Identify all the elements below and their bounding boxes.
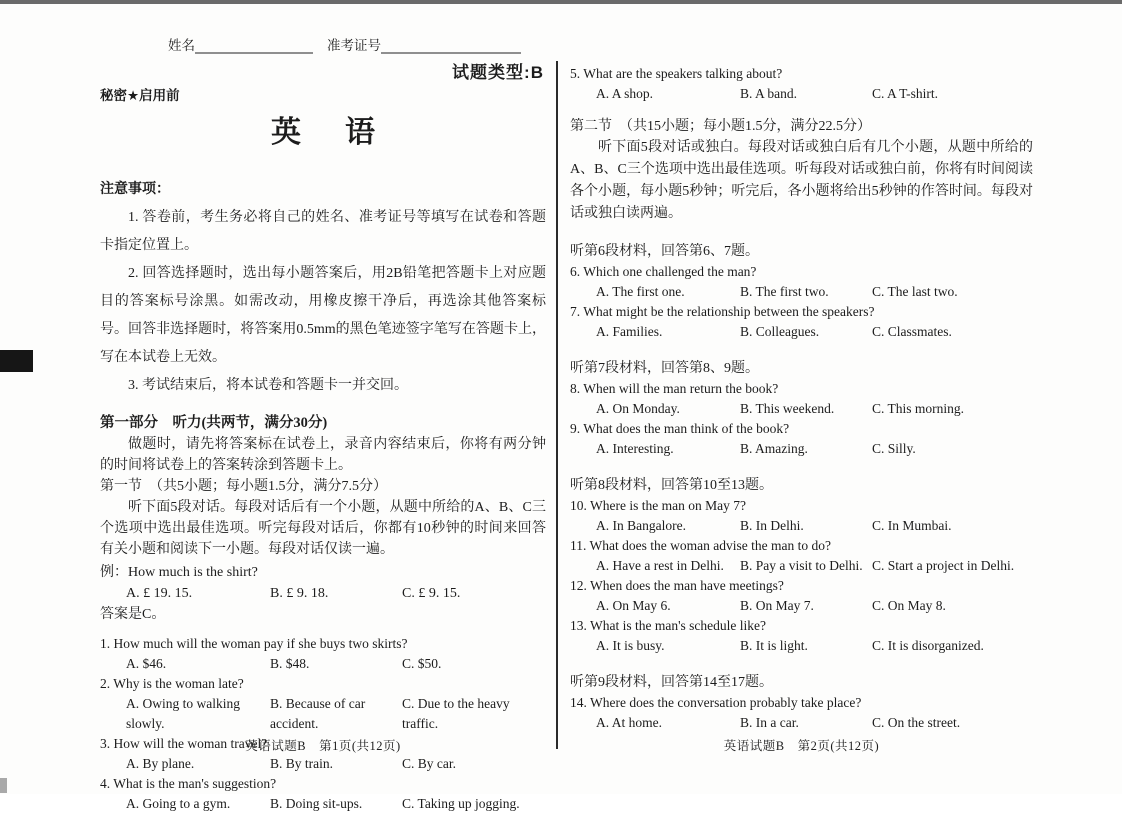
note-item-2: 2. 回答选择题时，选出每小题答案后，用2B铅笔把答题卡上对应题目的答案标号涂黑。如需改动，用橡皮擦干净后，再选涂其他答案标号。回答非选择题时，将答案用0.5mm的黑色笔迹签字笔写在答题卡上，写在本试卷上无效。 xyxy=(100,266,546,365)
option-b: B. A band. xyxy=(740,86,798,101)
question-options xyxy=(570,636,1033,656)
option-a: A. Going to a gym. xyxy=(126,796,231,811)
note-item-3: 3. 考试结束后，将本试卷和答题卡一并交回。 xyxy=(128,378,408,393)
question-options xyxy=(100,794,546,814)
option-c: C. Taking up jogging. xyxy=(402,796,520,811)
example-options xyxy=(100,584,546,604)
question-options xyxy=(570,399,1033,419)
option-a: A. Families. xyxy=(596,324,663,339)
material-8-instruction: 听第8段材料，回答第10至13题。 xyxy=(570,478,773,493)
question-stem: 7. What might be the relationship between the speakers? xyxy=(570,304,875,319)
option-b: B. In a car. xyxy=(740,715,799,730)
question-stem: 13. What is the man's schedule like? xyxy=(570,618,767,633)
question-options xyxy=(100,694,546,734)
material-9-group xyxy=(570,673,1033,733)
admission-number-label: 准考证号 xyxy=(327,38,381,53)
option-b: B. It is light. xyxy=(740,638,808,653)
material-6-instruction: 听第6段材料，回答第6、7题。 xyxy=(570,244,759,259)
material-9-instruction: 听第9段材料，回答第14至17题。 xyxy=(570,675,773,690)
question-stem: 9. What does the man think of the book? xyxy=(570,421,790,436)
option-a: A. Interesting. xyxy=(596,441,674,456)
option-c: C. It is disorganized. xyxy=(872,638,984,653)
example-answer: 答案是C。 xyxy=(100,607,166,622)
section2-intro: 听下面5段对话或独白。每段对话或独白后有几个小题，从题中所给的A、B、C三个选项中选出最佳选项。听每段对话或独白前，你将有时间阅读各个小题，每小题5秒钟；听完后，各小题将给出5秒钟的作答时间。每段对话或独白读两遍。 xyxy=(570,140,1033,221)
name-field xyxy=(168,34,313,54)
paper-type-label: 试题类型:B xyxy=(452,63,544,82)
page2-footer: 英语试题B 第2页(共12页) xyxy=(723,739,880,753)
question-12 xyxy=(570,576,1033,616)
option-a: A. $46. xyxy=(126,656,167,671)
question-stem: 8. When will the man return the book? xyxy=(570,381,779,396)
question-options xyxy=(570,439,1033,459)
question-stem: 3. How will the woman travel? xyxy=(100,736,268,751)
question-4 xyxy=(100,774,546,814)
option-a: A. A shop. xyxy=(596,86,654,101)
question-stem: 12. When does the man have meetings? xyxy=(570,578,784,593)
option-a: A. At home. xyxy=(596,715,662,730)
option-b: B. Pay a visit to Delhi. xyxy=(740,558,863,573)
admission-number-field xyxy=(327,34,521,54)
option-b: B. Because of car accident. xyxy=(270,696,366,731)
page-divider-line xyxy=(556,61,558,749)
option-b: B. On May 7. xyxy=(740,598,814,613)
notes-heading: 注意事项： xyxy=(100,182,170,197)
option-c: C. Silly. xyxy=(872,441,916,456)
option-a: A. In Bangalore. xyxy=(596,518,686,533)
option-a: A. It is busy. xyxy=(596,638,665,653)
material-6-group xyxy=(570,242,1033,342)
question-options xyxy=(570,596,1033,616)
option-b: B. Doing sit-ups. xyxy=(270,796,363,811)
question-stem: 1. How much will the woman pay if she buys two skirts? xyxy=(100,636,408,651)
material-8-group xyxy=(570,476,1033,656)
option-a: A. Owing to walking slowly. xyxy=(126,696,240,731)
question-8 xyxy=(570,379,1033,419)
material-7-instruction: 听第7段材料，回答第8、9题。 xyxy=(570,361,759,376)
part1-intro: 做题时，请先将答案标在试卷上，录音内容结束后，你将有两分钟的时间将试卷上的答案转涂到答题卡上。 xyxy=(100,437,546,473)
option-b: B. Amazing. xyxy=(740,441,808,456)
question-options xyxy=(100,754,546,774)
exam-title: 英语 xyxy=(271,116,419,149)
option-a: A. On Monday. xyxy=(596,401,680,416)
question-5 xyxy=(570,64,1033,104)
option-c: C. Start a project in Delhi. xyxy=(872,558,1015,573)
option-c: C. On May 8. xyxy=(872,598,946,613)
question-6 xyxy=(570,262,1033,302)
option-b: B. This weekend. xyxy=(740,401,835,416)
option-c: C. Classmates. xyxy=(872,324,952,339)
admission-number-blank-line xyxy=(381,39,521,54)
exam-page-2 xyxy=(570,0,1033,794)
option-a: A. The first one. xyxy=(596,284,685,299)
question-options xyxy=(570,713,1033,733)
option-c: C. This morning. xyxy=(872,401,965,416)
option-c: C. On the street. xyxy=(872,715,961,730)
question-13 xyxy=(570,616,1033,656)
question-7 xyxy=(570,302,1033,342)
option-c: C. Due to the heavy traffic. xyxy=(402,696,510,731)
question-1 xyxy=(100,634,546,674)
question-stem: 5. What are the speakers talking about? xyxy=(570,66,783,81)
question-options xyxy=(570,84,1033,104)
option-a: A. By plane. xyxy=(126,756,195,771)
option-b: B. By train. xyxy=(270,756,333,771)
section1-intro: 听下面5段对话。每段对话后有一个小题，从题中所给的A、B、C三个选项中选出最佳选项。听完每段对话后，你都有10秒钟的时间来回答有关小题和阅读下一小题。每段对话仅读一遍。 xyxy=(100,500,546,557)
option-a: A. Have a rest in Delhi. xyxy=(596,558,724,573)
example-option-c: C. £ 9. 15. xyxy=(402,586,461,601)
name-label: 姓名 xyxy=(168,38,195,53)
question-stem: 2. Why is the woman late? xyxy=(100,676,244,691)
question-stem: 14. Where does the conversation probably take place? xyxy=(570,695,862,710)
question-options xyxy=(570,322,1033,342)
question-stem: 4. What is the man's suggestion? xyxy=(100,776,277,791)
option-c: C. A T-shirt. xyxy=(872,86,939,101)
option-b: B. Colleagues. xyxy=(740,324,820,339)
question-2 xyxy=(100,674,546,734)
question-stem: 11. What does the woman advise the man to do? xyxy=(570,538,831,553)
example-option-b: B. £ 9. 18. xyxy=(270,586,329,601)
page1-footer: 英语试题B 第1页(共12页) xyxy=(245,739,401,753)
question-11 xyxy=(570,536,1033,576)
note-item-1: 1. 答卷前，考生务必将自己的姓名、准考证号等填写在试卷和答题卡指定位置上。 xyxy=(100,210,546,253)
question-14 xyxy=(570,693,1033,733)
questions-1-4 xyxy=(100,634,546,814)
scan-edge-artifact xyxy=(0,778,7,793)
secrecy-label: 秘密★启用前 xyxy=(100,88,180,103)
binding-registration-mark xyxy=(0,350,33,372)
part1-heading: 第一部分 听力(共两节，满分30分) xyxy=(100,415,328,431)
question-options xyxy=(570,516,1033,536)
name-blank-line xyxy=(195,39,313,54)
option-b: B. In Delhi. xyxy=(740,518,804,533)
option-c: C. In Mumbai. xyxy=(872,518,952,533)
option-c: C. $50. xyxy=(402,656,442,671)
question-stem: 10. Where is the man on May 7? xyxy=(570,498,746,513)
section1-heading: 第一节 （共5小题；每小题1.5分，满分7.5分） xyxy=(100,479,387,494)
example-question xyxy=(100,562,546,626)
option-c: C. By car. xyxy=(402,756,456,771)
question-options xyxy=(570,282,1033,302)
example-prompt: 例：How much is the shirt? xyxy=(100,565,258,580)
option-b: B. $48. xyxy=(270,656,310,671)
question-options xyxy=(100,654,546,674)
exam-page-1 xyxy=(100,0,546,811)
section2-heading: 第二节 （共15小题；每小题1.5分，满分22.5分） xyxy=(570,119,871,134)
question-stem: 6. Which one challenged the man? xyxy=(570,264,757,279)
example-option-a: A. £ 19. 15. xyxy=(126,586,193,601)
option-c: C. The last two. xyxy=(872,284,958,299)
question-9 xyxy=(570,419,1033,459)
question-options xyxy=(570,556,1033,576)
question-10 xyxy=(570,496,1033,536)
option-a: A. On May 6. xyxy=(596,598,671,613)
candidate-fields xyxy=(100,34,546,54)
material-7-group xyxy=(570,359,1033,459)
option-b: B. The first two. xyxy=(740,284,829,299)
